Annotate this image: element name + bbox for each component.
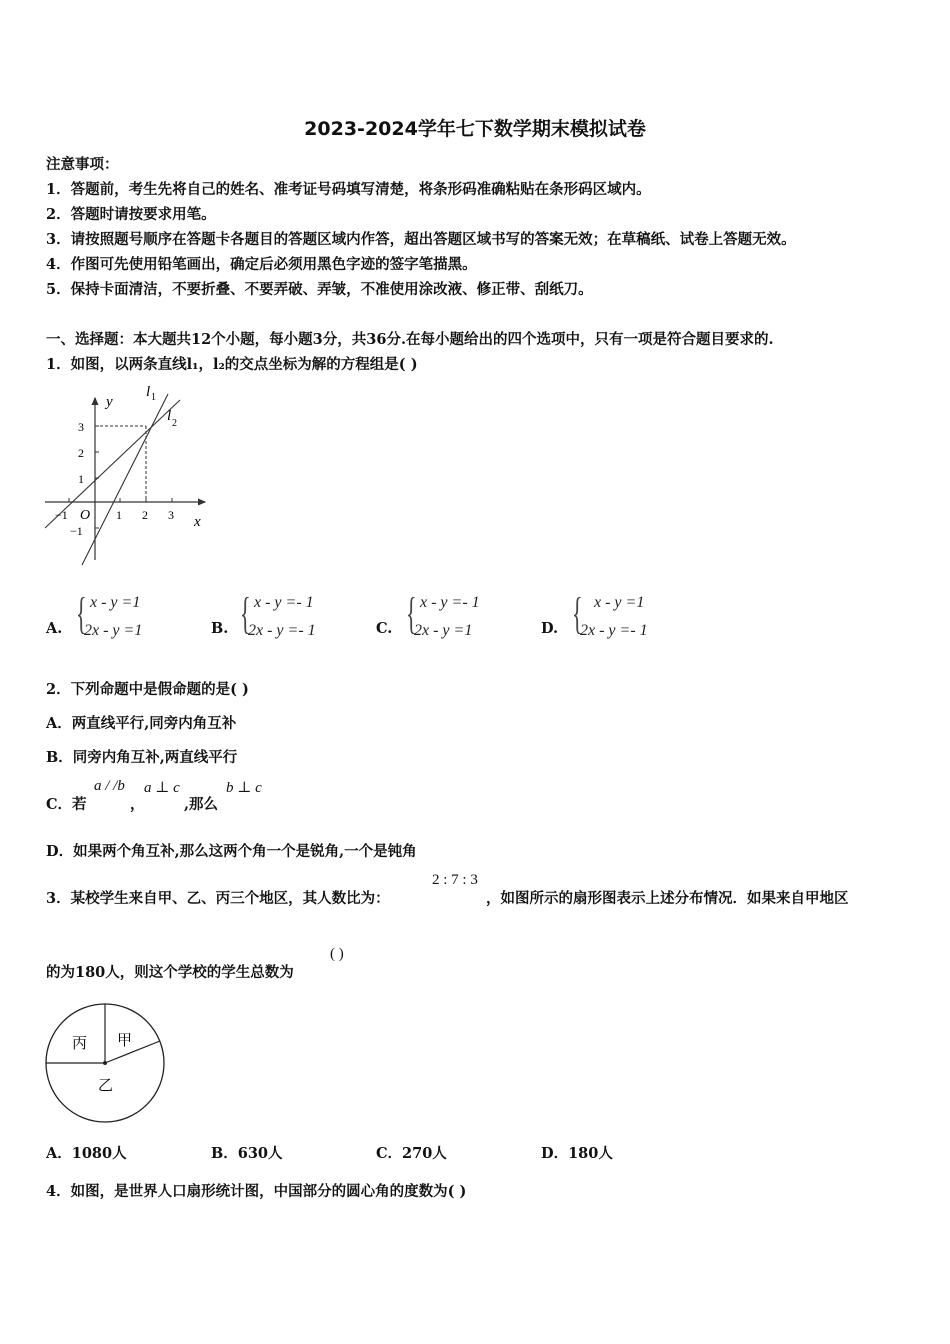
l2-subscript: 2 (172, 418, 177, 429)
x-tick-label: 1 (116, 508, 122, 522)
y-axis-label: y (106, 394, 113, 410)
q3-option-b: B．630人 (211, 1145, 283, 1162)
pie-label-bing: 丙 (72, 1036, 88, 1052)
q3-option-a: A．1080人 (46, 1145, 127, 1162)
brace-icon: { (240, 589, 251, 638)
q2-c-then: ,那么 (184, 796, 219, 813)
note-item: 3．请按照题号顺序在答题卡各题目的答题区域内作答，超出答题区域书写的答案无效；在草稿纸、试卷上答题无效。 (46, 231, 796, 248)
q1-option-a-system: { x - y =1 2x - y =1 (76, 589, 143, 639)
q1-option-d-label: D. (541, 620, 559, 637)
q2-c-separator: ， (130, 796, 145, 813)
q3-stem-prefix: 3．某校学生来自甲、乙、丙三个地区，其人数比为： (46, 890, 390, 907)
q2-c-math-2: a ⊥ c (144, 780, 180, 796)
l1-label: l (146, 384, 151, 400)
q1-option-d-system: { x - y =1 2x - y =- 1 (572, 589, 648, 639)
q2-option-b: B．同旁内角互补,两直线平行 (46, 749, 238, 766)
note-item: 4．作图可先使用铅笔画出，确定后必须用黑色字迹的签字笔描黑。 (46, 256, 477, 273)
q2-option-a: A．两直线平行,同旁内角互补 (46, 715, 237, 732)
q3-ratio: 2 : 7 : 3 (432, 872, 478, 888)
q3-stem-suffix: ，如图所示的扇形图表示上述分布情况．如果来自甲地区 (486, 890, 849, 907)
q1-option-c-system: { x - y =- 1 2x - y =1 (406, 589, 480, 639)
q1-stem: 1．如图，以两条直线l₁，l₂的交点坐标为解的方程组是( ) (46, 356, 418, 373)
brace-icon: { (572, 589, 583, 638)
y-tick-label: −1 (70, 524, 83, 538)
q3-stem-line2: 的为180人，则这个学校的学生总数为 (46, 964, 294, 981)
pie-label-yi: 乙 (98, 1078, 114, 1094)
q2-stem: 2．下列命题中是假命题的是( ) (46, 681, 249, 698)
pie-label-jia: 甲 (117, 1033, 133, 1049)
x-tick-label: −1 (55, 508, 68, 522)
q3-option-c: C．270人 (376, 1145, 447, 1162)
q2-option-c-prefix: C．若 (46, 796, 87, 813)
q1-option-a-label: A. (46, 620, 63, 637)
q1-coordinate-graph (40, 380, 220, 570)
q3-pie-chart (40, 1000, 170, 1128)
q2-c-math-1: a / /b (94, 778, 125, 794)
y-tick-label: 1 (78, 472, 84, 486)
q3-option-d: D．180人 (541, 1145, 613, 1162)
section-heading: 一、选择题：本大题共12个小题，每小题3分，共36分.在每小题给出的四个选项中，只有一项是符合题目要求的. (46, 331, 774, 348)
note-item: 1．答题前，考生先将自己的姓名、准考证号码填写清楚，将条形码准确粘贴在条形码区域内。 (46, 181, 651, 198)
pie-center (103, 1061, 107, 1065)
notes-heading: 注意事项： (46, 156, 119, 173)
l1-subscript: 1 (151, 392, 156, 403)
y-tick-label: 2 (78, 446, 84, 460)
note-item: 2．答题时请按要求用笔。 (46, 206, 216, 223)
q1-option-b-label: B. (211, 620, 229, 637)
y-tick-label: 3 (78, 420, 84, 434)
x-tick-label: 2 (142, 508, 148, 522)
brace-icon: { (76, 589, 87, 638)
q1-option-b-system: { x - y =- 1 2x - y =- 1 (240, 589, 316, 639)
q1-option-c-label: C. (376, 620, 393, 637)
x-axis-label: x (194, 514, 201, 530)
l2-label: l (167, 408, 172, 424)
x-tick-label: 3 (168, 508, 174, 522)
brace-icon: { (406, 589, 417, 638)
note-item: 5．保持卡面清洁，不要折叠、不要弄破、弄皱，不准使用涂改液、修正带、刮纸刀。 (46, 281, 593, 298)
q2-option-d: D．如果两个角互补,那么这两个角一个是锐角,一个是钝角 (46, 843, 417, 860)
origin-label: O (80, 508, 91, 523)
q2-c-math-3: b ⊥ c (226, 780, 262, 796)
q4-stem: 4．如图，是世界人口扇形统计图，中国部分的圆心角的度数为( ) (46, 1183, 467, 1200)
page-title: 2023-2024学年七下数学期末模拟试卷 (304, 118, 646, 140)
q3-answer-paren: ( ) (330, 946, 344, 962)
